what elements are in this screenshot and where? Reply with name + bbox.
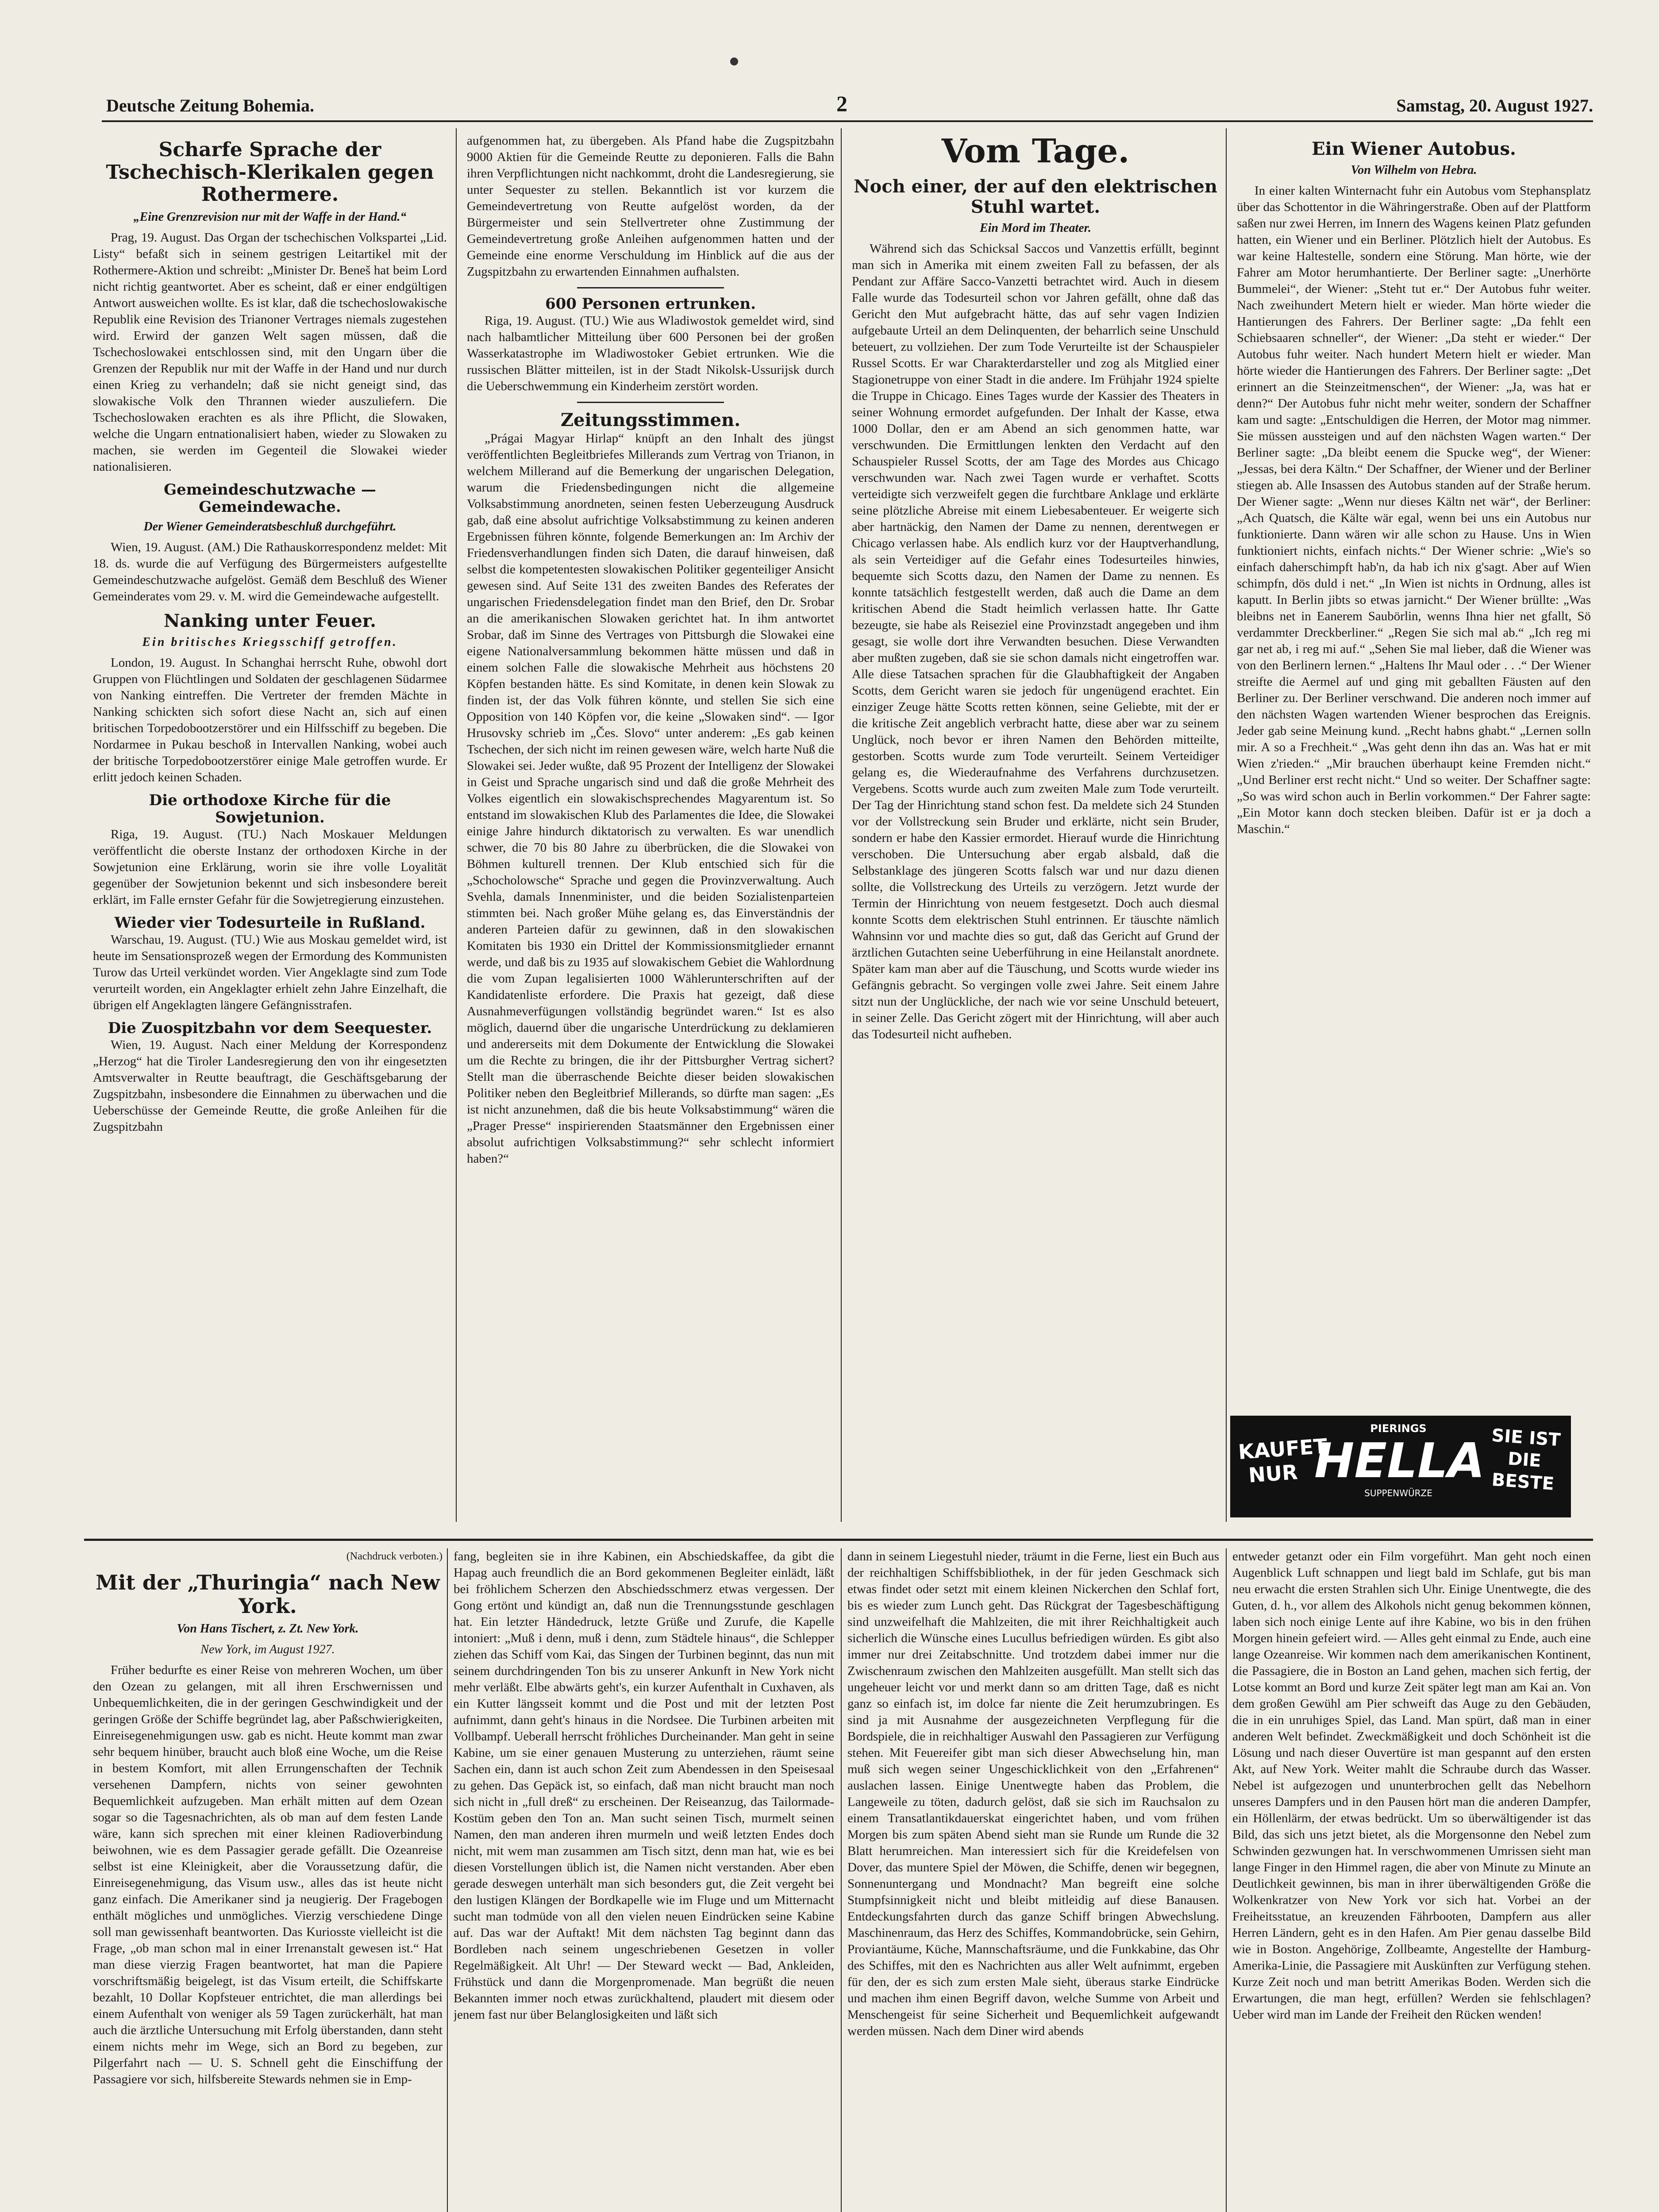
column-rule — [1226, 1548, 1227, 2212]
ad-product: SUPPENWÜRZE — [1364, 1488, 1432, 1498]
page-header — [89, 91, 1593, 122]
article-text: Prag, 19. August. Das Organ der tschechischen Volkspartei „Lid. Listy“ befaßt sich in seinem gestrigen Leitartikel mit der Rothermere-Aktion und schreibt: „Minister Dr. Beneš hat beim Lord nicht richtig geantwortet. Aber es scheint, daß er einer endgültigen Antwort ausweichen wollte. Es ist klar, daß die tschechoslowakische Republik eine Revision des Trianoner Vertrages niemals zugestehen wird. Erwird der ganzen Welt sagen müssen, daß die Tschechoslowakei entschlossen sind, mit den Ungarn über die Grenzen der Republik nur mit der Waffe in der Hand und nur durch einen Krieg zu verhandeln; daß sie nicht geneigt sind, das slowakische Volk den Thrannen wieder auszuliefern. Die Tschechoslowaken erachten es als ihre Pflicht, die Slowaken, welche die Ungarn entnationalisiert haben, wieder zu Slowaken zu machen, sie werden im Gegenteil die Slowakei wieder nationalisieren. — [93, 230, 447, 474]
ad-logo: HELLA — [1314, 1433, 1485, 1489]
article-text: London, 19. August. In Schanghai herrscht Ruhe, obwohl dort Gruppen von Flüchtlingen und Soldaten der geschlagenen Südarmee von Nanking eintreffen. Die Vertreter der fremden Mächte in Nanking schickten sich sofort diese Nacht an, sich auf einen britischen Torpedobootzerstörer und ein Hilfsschiff zu begeben. Die Nordarmee in Pukau beschoß in Intervallen Nanking, wobei auch der britische Torpedobootzerstörer einige Male getroffen wurde. Er erlitt jedoch keinen Schaden. — [93, 655, 447, 784]
header-paper-name: Deutsche Zeitung Bohemia. — [106, 96, 314, 115]
article-text: aufgenommen hat, zu übergeben. Als Pfand habe die Zugspitzbahn 9000 Aktien für die Gemeinde Reutte zu deponieren. Falls die Bahn ihren Verpflichtungen nicht nachkommt, droht die Landesregierung, sie unter Sequester zu stellen. Bekanntlich ist vor kurzem die Gemeindevertretung von Reutte aufgelöst worden, da der Bürgermeister und sein Stellvertreter ohne Zustimmung der Gemeindevertretung große Anleihen aufgenommen hatten und der Gemeinde eine enorme Verschuldung im Hinblick auf die aus der Zugspitzbahn zu erwartenden Einnahmen aufhalsten. — [467, 134, 834, 279]
feuilleton-column-4 — [1232, 1548, 1591, 2212]
article-title: Gemeindeschutzwache — Gemeindewache. — [164, 480, 376, 516]
article-byline: Von Wilhelm von Hebra. — [1351, 163, 1477, 177]
article-text: In einer kalten Winternacht fuhr ein Autobus vom Stephansplatz über das Schottentor in die Währingerstraße. Oben auf der Plattform saßen nur zwei Herren, im Innern des Wagens keinen Platz gefunden hatten, ein Wiener und ein Berliner. Plötzlich hielt der Autobus. Es war keine Haltestelle, sondern eine Störung. Man hörte, wie der Fahrer am Motor herumhantierte. Der Berliner sagte: „Unerhörte Bummelei“, der Wiener: „Steht tut er.“ Der Autobus fuhr weiter. Nach zweihundert Metern hielt er wieder. Man hörte wieder die Hantierungen des Fahrers. Der Berliner sagte: „Da fehlt een Schiebsaaren schneller“, der Wiener: „Da steht er wieder.“ Der Autobus fuhr weiter. Nach hundert Metern hielt er wieder. Man hörte wieder die Hantierungen des Fahrers. Der Berliner sagte: „Det erinnert an die Steinzeitmenschen“, der Wiener: „Ja, was hat er denn?“ Der Autobus fuhr nicht mehr weiter, sondern der Schaffner kam und sagte: „Entschuldigen die Herren, der Motor mag nimmer. Sie müssen aussteigen und auf den nächsten Wagen warten.“ Der Berliner sagte: „Da bleibt eenem die Spucke weg“, der Wiener: „Jessas, bei dera Kältn.“ Der Schaffner, der Wiener und der Berliner stiegen ab. Alle Insassen des Autobus standen auf der Straße herum. Der Wiener sagte: „Wenn nur dieses Kältn net wär“, der Berliner: „Ach Quatsch, die Kälte wär egal, wenn bei uns ein Autobus nur funktionierte. Dann wären wir alle schon zu Hause. Uns in Wien funktioniert nichts, einfach nichts.“ Der Wiener schrie: „Wie's so einfach daherschimpft hab'n, da hab ich nix g'sagt. Aber auf Wien schimpfn, dös duld i net.“ „In Wien ist nichts in Ordnung, alles ist kaputt. In Berlin jibts so etwas jarnicht.“ Der Wiener brüllte: „Was bleibns net in Eanerem Saubörlin, wenns Ihna hier net gfallt, Sö verdammter Dreckberliner.“ „Regen Sie sich mal ab.“ „Ich reg mi gar net ab, i reg mi auf.“ „Sehen Sie mal lieber, daß die Wiener was von den Berlinern lernen.“ „Haltens Ihr Maul oder . . .“ Der Wiener streifte die Aermel auf und ging mit geballten Fäusten auf den Berliner zu. Der Berliner verschwand. Die anderen noch immer auf den nächsten Wagen wartenden Wiener besprochen das Ereignis. Jeder gab seine Meinung kund. „Recht habns ghabt.“ „Lernen solln mir. A so a Frechheit.“ „Was geht denn ihn das an. Was hat er mit Wien z'rieden.“ „Mir brauchen überhaupt keine Fremden nicht.“ „Und Berliner erst recht nicht.“ Und so weiter. Der Schaffner sagte: „So was wird schon auch in Berlin vorkommen.“ Der Fahrer sagte: „Ein Motor kann doch stecken bleiben. Dafür ist er ja doch a Maschin.“ — [1237, 184, 1591, 836]
column-3 — [852, 133, 1219, 1531]
article-text: Riga, 19. August. (TU.) Nach Moskauer Meldungen veröffentlicht die oberste Instanz der orthodoxen Kirche in der Sowjetunion eine Erklärung, worin sie ihre volle Loyalität gegenüber der Sowjetunion bekennt und sich insbesondere bereit erklärt, im Falle ernster Gefahr für die Sowjetregierung einzustehen. — [93, 827, 447, 907]
column-rule — [456, 128, 457, 1522]
header-rule — [102, 120, 1593, 122]
feuilleton-column-2 — [454, 1548, 834, 2212]
article-text: Warschau, 19. August. (TU.) Wie aus Moskau gemeldet wird, ist heute im Sensationsprozeß wegen der Ermordung des Kommunisten Turow das Urteil verkündet worden. Vier Angeklagte sind zum Tode verurteilt worden, ein Angeklagter erhielt zehn Jahre Einzelhaft, die übrigen elf Angeklagten längere Gefängnisstrafen. — [93, 933, 447, 1013]
ad-brand: PIERINGS — [1370, 1422, 1427, 1435]
column-2 — [467, 133, 834, 1531]
ad-right-text: SIE IST DIE BESTE — [1491, 1425, 1561, 1494]
feuilleton-title: Mit der „Thuringia“ nach New York. — [96, 1571, 440, 1618]
feuilleton-column-1 — [93, 1548, 443, 2212]
column-rule — [841, 128, 842, 1522]
header-page-number: 2 — [836, 91, 847, 116]
article-text: Wien, 19. August. (AM.) Die Rathauskorrespondenz meldet: Mit 18. ds. wurde die auf Verfügung des Bürgermeisters aufgestellte Gemeindeschutzwache aufgelöst. Gemäß dem Beschluß des Wiener Gemeinderates vom 29. v. M. wird die Gemeindewache aufgestellt. — [93, 540, 447, 603]
divider — [577, 287, 724, 288]
feuilleton-byline: Von Hans Tischert, z. Zt. New York. — [177, 1621, 359, 1636]
feuilleton-column-3 — [847, 1548, 1219, 2212]
article-subtitle: Ein Mord im Theater. — [979, 221, 1092, 235]
feuilleton-rule — [84, 1539, 1593, 1541]
feuilleton-text: entweder getanzt oder ein Film vorgeführt. Man geht noch einen Augenblick Luft schnappen und liegt bald im Schlafe, gut bis man neu erwacht die ersten Strahlen sich Uhr. Einige Unentwegte, die des Guten, d. h., vor allem des Alkohols nicht genug bekommen können, laben sich noch einige Lente auf ihre Kabine, wo bis in den frühen Morgen hinein gefeiert wird. — Alles geht einmal zu Ende, auch eine lange Ozeanreise. Wir kommen nach dem amerikanischen Kontinent, die Passagiere, die in Boston an Land gehen, machen sich fertig, der Lotse kommt an Bord und kurze Zeit später legt man am Kai an. Von dem großen Gewühl am Pier schweift das Auge zu den Gebäuden, die in ein unruhiges Spiel, das Land. Man spürt, daß man in einer anderen Welt befindet. Zweckmäßigkeit und doch Schönheit ist die Lösung und nach dieser Ouvertüre ist man gespannt auf den ersten Akt, auf New York. Weiter mahlt die Schraube durch das Wasser. Nebel ist aufgezogen und ununterbrochen gellt das Nebelhorn unseres Dampfers und in den Pausen hört man die anderen Dampfer, ein Höllenlärm, der etwas bedrückt. Um so überwältigender ist das Bild, das sich uns jetzt bietet, als die Morgensonne den Nebel zum Schwinden gezwungen hat. In verschwommenen Umrissen sieht man lange Finger in den Himmel ragen, die aber von Minute zu Minute an Deutlichkeit gewinnen, bis man in ihrer überwältigenden Größe die Wolkenkratzer von New York vor sich hat. Vorbei an der Freiheitsstatue, an kreuzenden Fährbooten, Dampfern aus aller Herren Ländern, geht es in den Hafen. Am Pier genau dasselbe Bild wie in Boston. Angehörige, Zollbeamte, Angestellte der Hamburg-Amerika-Linie, die Passagiere mit Auskünften zur Verfügung stehen. Kurze Zeit noch und man betritt Amerikas Boden. Werden sich die Erwartungen, die man hegt, erfüllen? Werden sie fehlschlagen? Ueber wird man im Lande der Freiheit den Rücken wenden! — [1232, 1549, 1591, 2022]
article-text: Riga, 19. August. (TU.) Wie aus Wladiwostok gemeldet wird, sind nach halbamtlicher Mitteilung über 600 Personen bei der großen Wasserkatastrophe im Wladiwostoker Gebiet ertrunken. Wie die russischen Blätter mitteilen, ist in der Stadt Nikolsk-Ussurijsk durch die Ueberschwemmung ein Kinderheim zerstört worden. — [467, 314, 834, 394]
article-text: Wien, 19. August. Nach einer Meldung der Korrespondenz „Herzog“ hat die Tiroler Landesregierung den von ihr eingesetzten Amtsverwalter in Reutte beauftragt, die Geschäftsgebarung der Zugspitzbahn, insbesondere die Einnahmen zu überwachen und die Ueberschüsse der Gemeinde Reutte, die große Anleihen für die Zugspitzbahn — [93, 1038, 447, 1134]
hella-advertisement — [1230, 1416, 1571, 1517]
divider — [577, 402, 724, 403]
article-title: 600 Personen ertrunken. — [545, 295, 756, 313]
header-date: Samstag, 20. August 1927. — [1396, 96, 1593, 115]
column-4 — [1237, 133, 1591, 1407]
article-text: Während sich das Schicksal Saccos und Vanzettis erfüllt, beginnt man sich in Amerika mit einem zweiten Fall zu befassen, der als Pendant zur Affäre Sacco-Vanzetti betrachtet wird. Auch in diesem Falle wurde das Todesurteil schon vor Jahren gefällt, ohne daß das Gericht den Mut aufgebracht hätte, das auf sehr vagen Indizien aufgebaute Urteil an dem Delinquenten, der beharrlich seine Unschuld beteuert, zu vollziehen. Der zum Tode Verurteilte ist der Schauspieler Russel Scotts. Er war Charakterdarsteller und zog als Mitglied einer Stagionetruppe von einer Stadt in die andere. Im Frühjahr 1924 spielte die Truppe in Chicago. Eines Tages wurde der Kassier des Theaters in seiner Wohnung ermordet aufgefunden. Der Inhalt der Kasse, etwa 1000 Dollar, den er am Abend an sich genommen hatte, war verschwunden. Die Ermittlungen lenkten den Verdacht auf den Schauspieler Russel Scotts, der am Tage des Mordes aus Chicago verschwunden war. Nach zwei Tagen wurde er verhaftet. Scotts verteidigte sich verzweifelt gegen die furchtbare Anklage und erklärte seine plötzliche Abreise mit einem Liebesabenteuer. Er weigerte sich aber hartnäckig, den Namen der Dame zu nennen, derentwegen er Chicago verlassen habe. Als endlich kurz vor der Hauptverhandlung, als sein Verteidiger auf die Gefahr eines Todesurteiles hinwies, bequemte sich Scotts dazu, den Namen der Dame zu nennen. Es konnte tatsächlich festgestellt werden, daß auch die Dame an dem kritischen Abend die Stadt heimlich verlassen hatte. Ihr Gatte bezeugte, sie habe als Reiseziel eine Provinzstadt angegeben und ihm gesagt, sie wolle dort ihre Verwandten besuchen. Diese Verwandten aber mußten zugeben, daß sie sie schon damals nicht eingetroffen war. Alle diese Tatsachen sprachen für die Glaubhaftigkeit der Angaben Scotts, dem Gericht waren sie jedoch für ungenügend erachtet. Ein einziger Zeuge hätte Scotts retten können, seine Geliebte, mit der er die kritische Zeit angeblich verbracht hatte, diese aber war zu seinem Unglück, noch bevor er ihren Namen den Behörden mitteilte, gestorben. Scotts wurde zum Tode verurteilt. Seinem Verteidiger gelang es, die Wiederaufnahme des Verfahrens durchzusetzen. Vergebens. Scotts wurde auch zum zweiten Male zum Tode verurteilt. Der Tag der Hinrichtung stand schon fest. Da meldete sich 24 Stunden vor der Vollstreckung sein Bruder und erklärte, nicht sein Bruder, sondern er habe den Kassier ermordet. Hierauf wurde die Hinrichtung verschoben. Die Untersuchung aber ergab alsbald, daß die Selbstanklage des jüngeren Scotts falsch war und nur dazu dienen sollte, die Vollstreckung des Urteils zu verzögern. Jetzt wurde der Termin der Hinrichtung von neuem festgesetzt. Doch auch diesmal konnte Scotts dem elektrischen Stuhl entrinnen. Er täuschte nämlich Wahnsinn vor und machte dies so gut, daß das Gericht auf Grund der ärztlichen Gutachten seine Ueberführung in eine Heilanstalt anordnete. Später kam man aber auf die Täuschung, und Scotts wurde wieder ins Gefängnis gebracht. So vergingen volle zwei Jahre. Seit einem Jahre sitzt nun der Unglückliche, der nach wie vor seine Unschuld beteuert, in seiner Zelle. Das Gericht zögert mit der Hinrichtung, will aber auch das Todesurteil nicht aufheben. — [852, 242, 1219, 1042]
feuilleton-text: Früher bedurfte es einer Reise von mehreren Wochen, um über den Ozean zu gelangen, mit all ihren Erschwernissen und Unbequemlichkeiten, die in der geringen Geschwindigkeit und der geringen Größe der Schiffe begründet lag, aber Paßschwierigkeiten, Einreisegenehmigungen usw. gab es nicht. Heute kommt man zwar sehr bequem hinüber, braucht auch bloß eine Woche, um die Reise in bestem Komfort, mit allen Errungenschaften der Technik versehenen Dampfern, nichts von seiner gewohnten Bequemlichkeit aufzugeben. Man erhält mitten auf dem Ozean sogar so die Tagesnachrichten, als ob man auf dem festen Lande wäre, kann sich sprechen mit einer kleinen Radioverbindung beiwohnen, wie es dem Passagier gerade gefällt. Die Ozeanreise selbst ist eine Kleinigkeit, aber die Voraussetzung dafür, die Einreisegenehmigung, das Visum usw., alles das ist heute nicht ganz einfach. Die Amerikaner sind ja neugierig. Der Fragebogen enthält mögliches und unmögliches. Vierzig verschiedene Dinge soll man gewissenhaft beantworten. Das Kuriosste vielleicht ist die Frage, „ob man schon mal in einer Irrenanstalt gewesen ist.“ Hat man diese vierzig Fragen beantwortet, hat man die Papiere vorschriftsmäßig beigelegt, ist das Visum erteilt, die Schiffskarte bezahlt, 10 Dollar Kopfsteuer entrichtet, die man allerdings bei einem Aufenthalt von weniger als 59 Tagen zurückerhält, hat man auch die ärztliche Untersuchung mit Erfolg überstanden, dann steht einem nichts mehr im Wege, sich an Bord zu begeben, zur Pilgerfahrt nach — U. S. Schnell geht die Einschiffung der Passagiere vor sich, hilfsbereite Stewards nehmen sie in Emp- — [93, 1663, 443, 2086]
column-rule — [1226, 128, 1227, 1522]
ad-left-text: KAUFET NUR — [1237, 1434, 1328, 1487]
feuilleton-dateline: New York, im August 1927. — [200, 1642, 335, 1656]
feuilleton-text: fang, begleiten sie in ihre Kabinen, ein Abschiedskaffee, da gibt die Hapag auch freundlich die an Bord gekommenen Begleiter einlädt, läßt bei fröhlichem Scherzen den Abschiedsschmerz etwas vergessen. Der Gong ertönt und kündigt an, daß nun die Trennungsstunde geschlagen hat. Ein letzter Händedruck, letzte Grüße und Zurufe, die Kapelle intoniert: „Muß i denn, muß i denn, zum Städtele hinaus“, die Schlepper ziehen das Schiff vom Kai, das Singen der Turbinen beginnt, das nun mit seinem durchdringenden Ton bis zu unserer Ankunft in New York nicht mehr verläßt. Elbe abwärts geht's, ein kurzer Aufenthalt in Cuxhaven, als ein Kutter längsseit kommt und die Post und mit der letzten Post aufnimmt, dann geht's hinaus in die Nordsee. Die Turbinen arbeiten mit Vollbampf. Ueberall herrscht fröhliches Durcheinander. Man geht in seine Kabine, um sie einer genauen Musterung zu unterziehen, räumt seine Sachen ein, dann ist auch schon Zeit zum Abendessen in den Speisesaal zu gehen. Das Gepäck ist, so einfach, daß man nicht braucht man noch sich nicht in „full dreß“ zu erscheinen. Der Reiseanzug, das Tailormade-Kostüm geben den Ton an. Man sucht seinen Tisch, murmelt seinen Namen, den man anderen ihren murmeln und weiß letzten Endes doch nicht, mit wem man zusammen am Tisch sitzt, denn man hat, wie es bei diesen Vorstellungen üblich ist, die Namen nicht verstanden. Aber eben gerade deswegen unterhält man sich besonders gut, die Zeit vergeht bei den lustigen Klängen der Bordkapelle wie im Fluge und um Mitternacht sucht man todmüde von all den vielen neuen Eindrücken seine Kabine auf. Das war der Auftakt! Mit dem nächsten Tag beginnt dann das Bordleben nach seinem ungeschriebenen Gesetzen in voller Regelmäßigkeit. Alt Uhr! — Der Steward weckt — Bad, Ankleiden, Frühstück und dann die Morgenpromenade. Man begrüßt die neuen Bekannten immer noch etwas zurückhaltend, plaudert mit diesem oder jenem fast nur über Belanglosigkeiten und läßt sich — [454, 1549, 834, 2022]
reprint-notice: (Nachdruck verboten.) — [346, 1551, 443, 1562]
article-title: Die orthodoxe Kirche für die Sowjetunion. — [149, 791, 391, 827]
article-title: Noch einer, der auf den elektrischen Stuhl wartet. — [854, 176, 1217, 218]
column-rule — [447, 1548, 448, 2212]
feuilleton-text: dann in seinem Liegestuhl nieder, träumt in die Ferne, liest ein Buch aus der reichhaltigen Schiffsbibliothek, in der für jeden Geschmack sich etwas findet oder setzt mit einem kleinen Nickerchen den Schlaf fort, bis es wieder zum Lunch geht. Das Rückgrat der Tagesbeschäftigung sind unzweifelhaft die Mahlzeiten, die mit ihrer Reichhaltigkeit auch sicherlich die Wünsche eines Lucullus befriedigen würden. Es gibt also immer nur drei Zeitabschnitte. Und trotzdem dabei immer nur die Zwischenraum zwischen den Mahlzeiten ausgefüllt. Man stellt sich das ungeheuer leicht vor und merkt dann so am dritten Tage, daß es nicht ganz so einfach ist, im dolce far niente die Zeit herumzubringen. Es sind ja mit Ausnahme der ausgezeichneten Verpflegung für die Bordspiele, die in reichhaltiger Auswahl den Passagieren zur Verfügung stehen. Mit Feuereifer gibt man sich dieser Abwechselung hin, man muß sich wegen seiner Ungeschicklichkeit von den „Erfahrenen“ auslachen lassen. Einige Unentwegte haben das Problem, die Langeweile zu töten, dadurch gelöst, daß sie sich im Rauchsalon zu einem Transatlantikdauerskat eingerichtet haben, und vom frühen Morgen bis zum späten Abend sieht man sie Runde um Runde die 32 Blatt herumreichen. Man interessiert sich für die Kreidefelsen von Dover, das muntere Spiel der Möwen, die Schiffe, denen wir begegnen, Sonnenuntergang und Mondnacht? Man begreift eine solche Stumpfsinnigkeit nicht und bleibt mitleidig auf diese Banausen. Entdeckungsfahrten durch das ganze Schiff bringen Abwechslung. Maschinenraum, das Herz des Schiffes, Kommandobrücke, sein Gehirn, Proviantäume, Küche, Mannschaftsräume, und die Funkkabine, das Ohr des Schiffes, mit den es Nachrichten aus aller Welt aufnimmt, ergeben für den, der es sich zum ersten Male sieht, überaus starke Eindrücke und machen ihm einen Begriff davon, welche Summe von Arbeit und Menschengeist für seine Sicherheit und Bequemlichkeit aufgewandt werden müssen. Nach dem Diner wird abends — [847, 1549, 1219, 2038]
column-1 — [93, 133, 447, 1531]
page-blot — [730, 58, 738, 65]
section-title: Vom Tage. — [941, 133, 1130, 170]
article-subtitle: Ein britisches Kriegsschiff getroffen. — [142, 635, 398, 649]
article-title: Wieder vier Todesurteile in Rußland. — [114, 914, 426, 932]
ad-center — [1314, 1422, 1485, 1511]
column-rule — [841, 1548, 842, 2212]
article-title: Ein Wiener Autobus. — [1312, 138, 1516, 159]
article-title: Die Zuospitzbahn vor dem Seequester. — [108, 1019, 432, 1037]
article-title: Nanking unter Feuer. — [163, 610, 377, 631]
article-subtitle: Der Wiener Gemeinderatsbeschluß durchgeführt. — [143, 519, 396, 534]
article-title: Zeitungsstimmen. — [560, 410, 741, 431]
article-subtitle: „Eine Grenzrevision nur mit der Waffe in der Hand.“ — [133, 210, 407, 224]
article-title: Scharfe Sprache der Tschechisch-Klerikalen gegen Rothermere. — [106, 138, 434, 206]
article-text: „Prágai Magyar Hirlap“ knüpft an den Inhalt des jüngst veröffentlichten Begleitbriefes Millerands zum Vertrag von Trianon, in welchem Millerand auf die Bemerkung der ungarischen Delegation, warum die Friedensbedingungen nicht die allgemeine Volksabstimmung anordneten, seinen festen Ueberzeugung Ausdruck gab, daß eine absolut aufrichtige Volksabstimmung zu keinen anderen Ergebnissen führen könnte, folgende Bemerkungen an: Im Archiv der Friedensverhandlungen finden sich Daten, die darauf hinweisen, daß selbst die kompetentesten slowakischen Politiker gegenteiliger Ansicht gewesen sind. Auf Seite 131 des zweiten Bandes des Referates der ungarischen Friedensdelegation findet man den Brief, den Dr. Srobar an die amerikanischen Slowaken gerichtet hat. In ihm antwortet Srobar, daß im Sinne des Vertrages von Pittsburgh die Slowakei eine eigene Nationalversammlung bekommen hätte müssen und daß in einem solchen Falle die slowakische Mehrheit aus höchstens 20 Köpfen bestanden hätte. Es sind Komitate, in denen kein Slowak zu finden ist, der das Volk führen könnte, und stellen Sie sich eine Opposition von 140 Köpfen vor, die keine „Slowaken sind“. — Igor Hrusovsky schrieb im „Čes. Slovo“ unter anderem: „Es gab keinen Tschechen, der sich nicht im reinen gewesen wäre, welch harte Nuß die Slowakei sei. Jeder wußte, daß 95 Prozent der Intelligenz der Slowakei in Geist und Sprache ungarisch sind und daß die große Mehrheit des Volkes eigentlich ein slowakischsprechendes Magyarentum ist. So entstand im slowakischen Klub des Parlamentes die Idee, die Slowakei einige Jahre hindurch diktatorisch zu verwalten. Es war unendlich schwer, die 70 bis 80 Jahre zu überbrücken, die die Slowakei von Böhmen kulturell trennen. Der Klub entschied sich für die „Schocholowsche“ Sprache und gegen die Provinzverwaltung. Auch Svehla, damals Innenminister, und die beiden Sozialistenparteien stimmten bei. Nach großer Mühe gelang es, das Einverständnis der anderen Parteien dafür zu gewinnen, daß in den slowakischen Komitaten bis 1930 ein Drittel der Kommissionsmitglieder ernannt werde, und daß bis zu 1935 auf slowakischem Gebiet die Wahlordnung die vom Zupan legalisierten 1000 Wählerunterschriften auf der Kandidatenliste erfordere. Die Praxis hat gezeigt, daß diese Ausnahmeverfügungen vollständig begründet waren.“ Ist es also möglich, dauernd über die ungarische Unterdrückung zu deklamieren und andererseits mit dem Dokumente der Entwicklung die Slowakei um die Rechte zu bringen, die ihr der Pittsburgher Vertrag sichert? Stellt man die überraschende Beichte dieser beiden slowakischen Politiker neben den Begleitbrief Millerands, so dürfte man sagen: „Es ist nicht anzunehmen, daß die bis heute Volksabstimmung“ wären die „Prager Presse“ inspirierenden Staatsmänner den Ergebnissen einer absolut aufrichtigen Volksabstimmung?“ sehr schlecht informiert haben?“ — [467, 431, 834, 1166]
